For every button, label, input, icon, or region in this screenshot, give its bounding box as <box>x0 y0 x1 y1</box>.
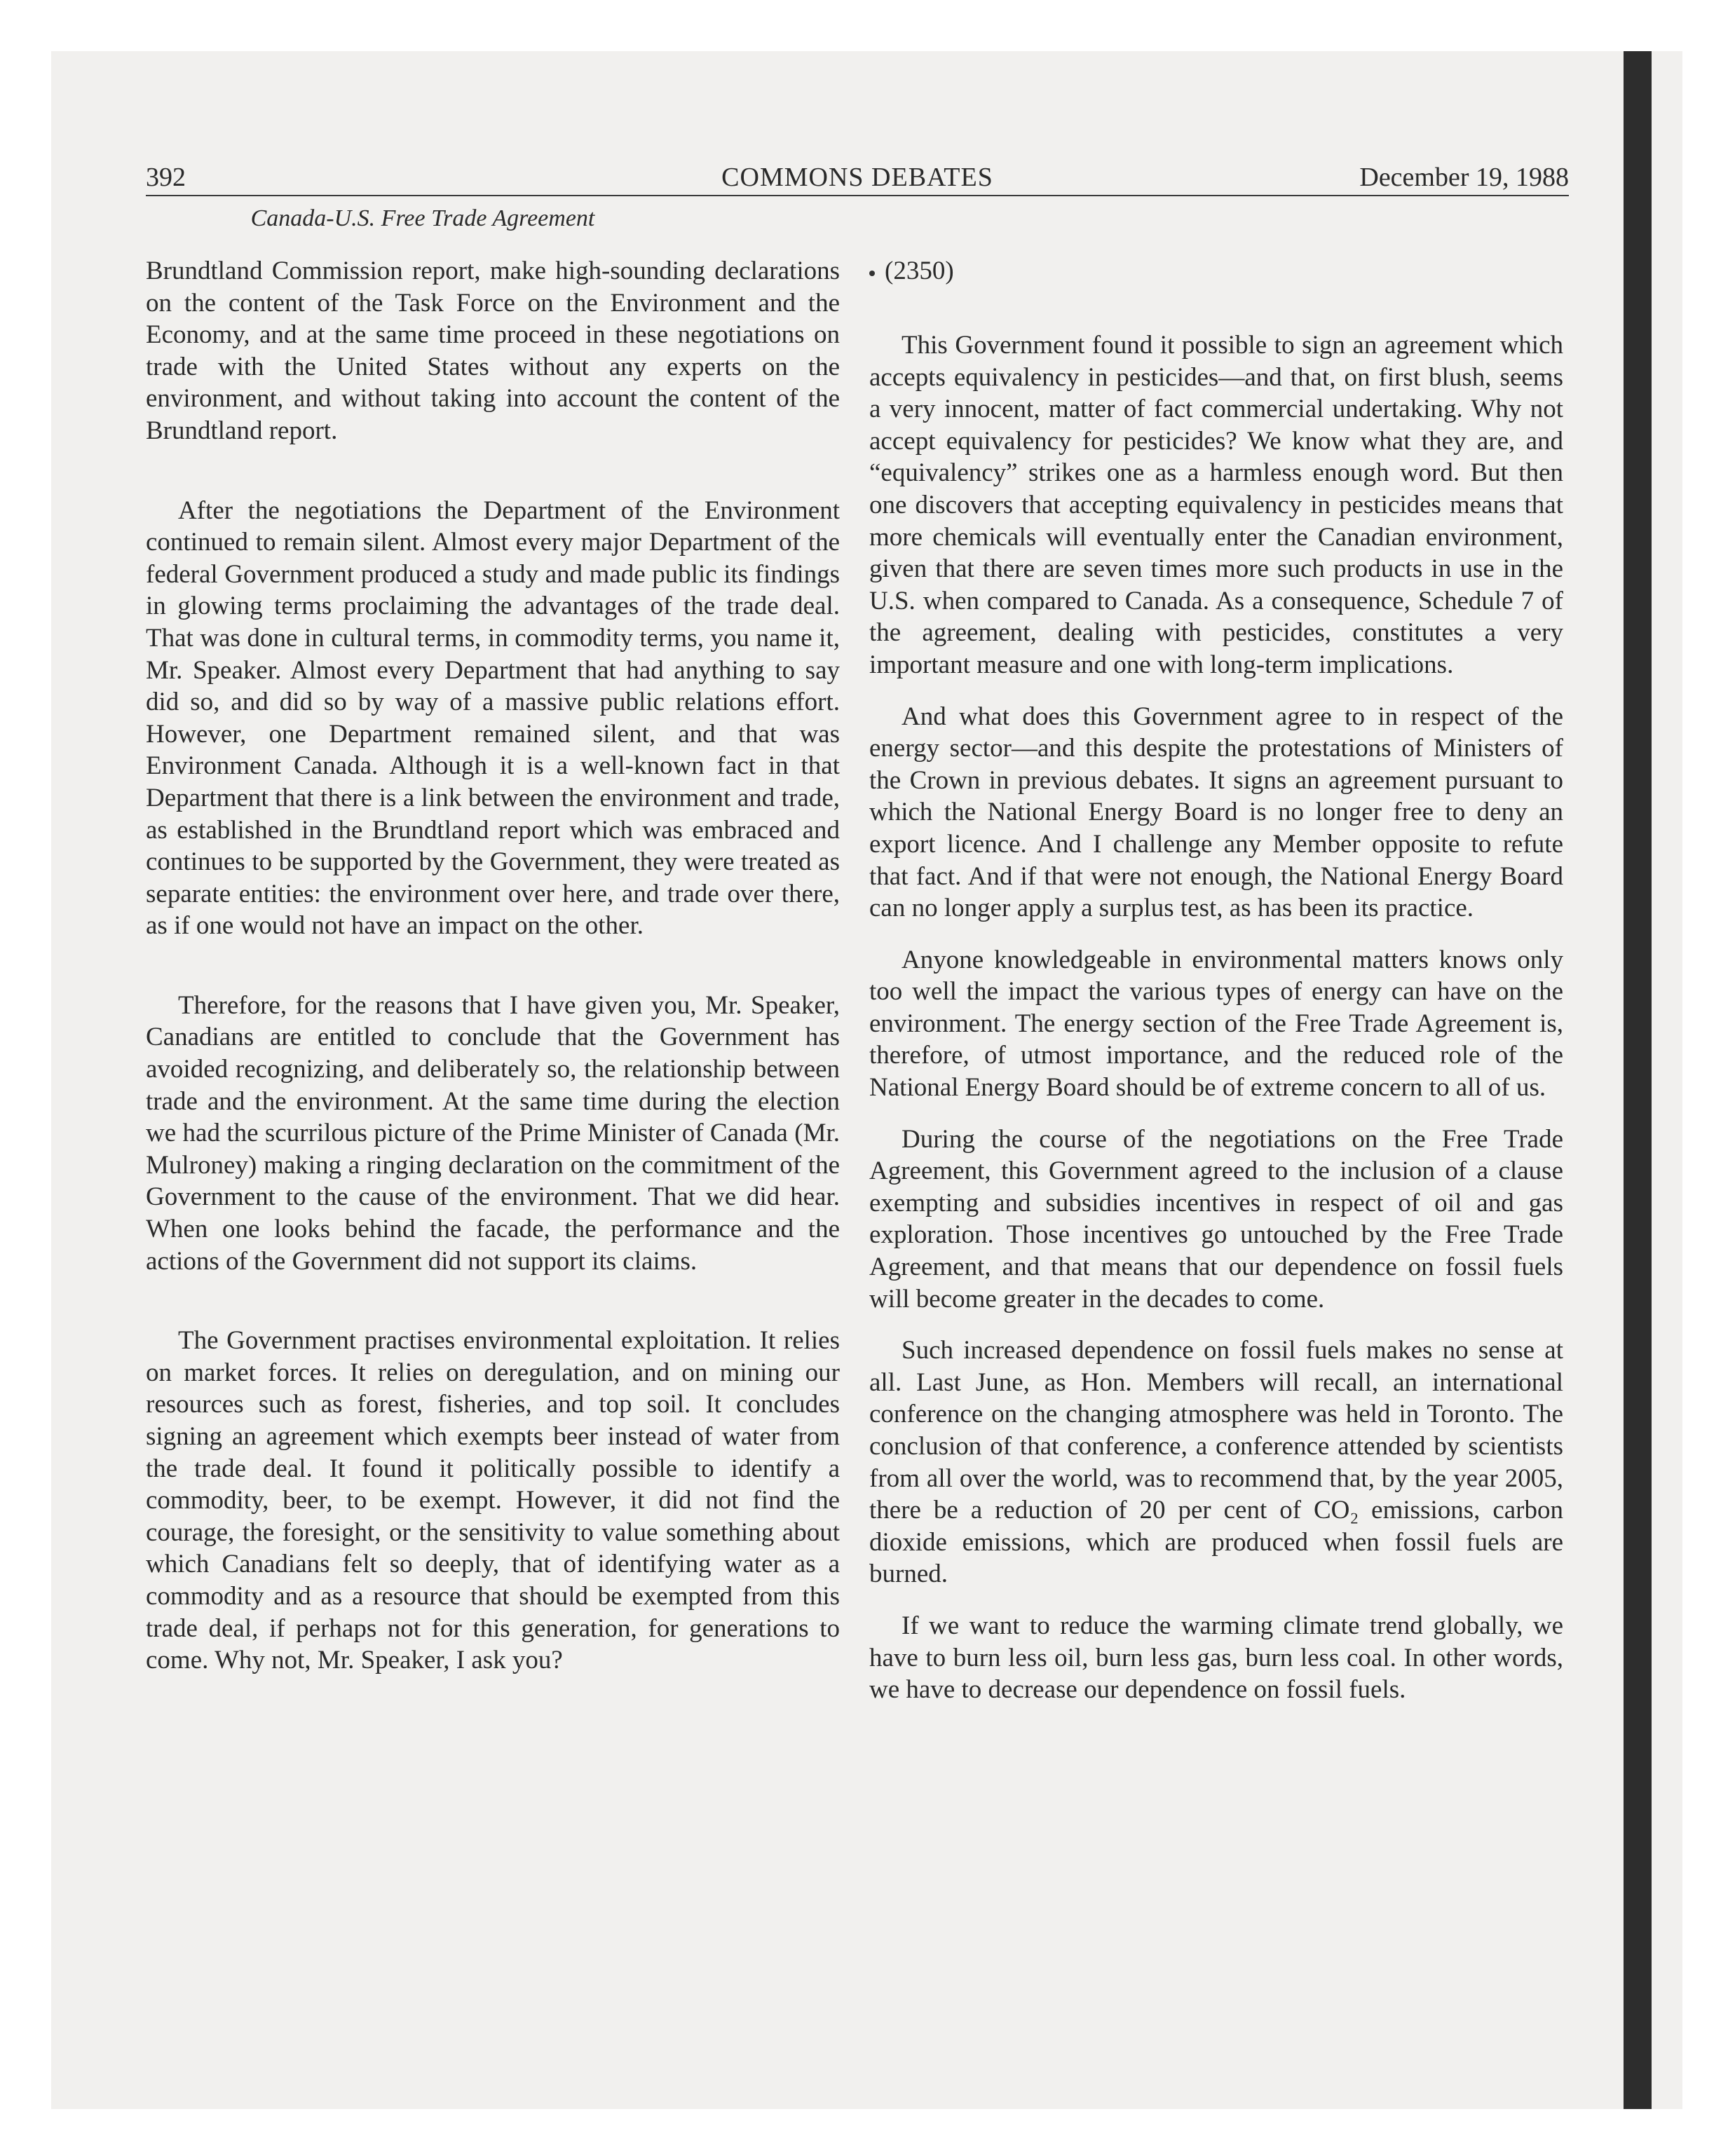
publication-title: COMMONS DEBATES <box>721 163 993 192</box>
right-paragraph-4: During the course of the negotiations on the Free Trade Agreement, this Government agreed to the inclusion of a clause exempting and subsidies incentives in respect of oil and gas exploration. Those incentives go untouched by the Free Trade Agreement, and that means that our dependence on fossil fuels will become greater in the decades to come. <box>869 1124 1563 1314</box>
left-paragraph-2: After the negotiations the Department of the Environment continued to remain silent. Almost every major Department of the federal Government produced a study and made public its findings in glowing terms proclaiming the advantages of the trade deal. That was done in cultural terms, in commodity terms, you name it, Mr. Speaker. Almost every Department that had anything to say did so, and did so by way of a massive public relations effort. However, one Department remained silent, and that was Environment Canada. Although it is a well-known fact in that Department that there is a link between the environment and trade, as established in the Brundtland report which was embraced and continues to be supported by the Government, they were treated as separate entities: the environment over here, and trade over there, as if one would not have an impact on the other. <box>146 496 840 941</box>
right-paragraph-2: And what does this Government agree to in respect of the energy sector—and this despite the protestations of Ministers of the Crown in previous debates. It signs an agreement pursuant to which the National Energy Board is no longer free to deny an export licence. And I challenge any Member opposite to refute that fact. And if that were not enough, the National Energy Board can no longer apply a surplus test, as has been its practice. <box>869 702 1563 923</box>
page-number: 392 <box>146 163 186 192</box>
left-paragraph-3: Therefore, for the reasons that I have given you, Mr. Speaker, Canadians are entitled to conclude that the Government has avoided recognizing, and deliberately so, the relationship between trade and the environment. At the same time during the election we had the scurrilous picture of the Prime Minister of Canada (Mr. Mulroney) making a ringing declaration on the commitment of the Government to the cause of the environment. That we did hear. When one looks behind the facade, the performance and the actions of the Government did not support its claims. <box>146 990 840 1276</box>
page-header <box>146 160 1569 196</box>
publication-date: December 19, 1988 <box>1359 163 1569 192</box>
left-paragraph-1: Brundtland Commission report, make high-sounding declarations on the content of the Task Force on the Environment and the Economy, and at the same time proceed in these negotiations on trade with the United States without any experts on the environment, and without taking into account the content of the Brundtland report. <box>146 257 840 445</box>
time-marker-text: (2350) <box>885 257 954 285</box>
scan-edge-shadow <box>1624 51 1652 2109</box>
right-column <box>869 255 1563 1706</box>
right-paragraph-5: Such increased dependence on fossil fuels makes no sense at all. Last June, as Hon. Members will recall, an international conference on the changing atmosphere was held in Toronto. The conclusion of that conference, a conference attended by scientists from all over the world, was to recommend that, by the year 2005, there be a reduction of 20 per cent of CO₂ emissions, carbon dioxide emissions, which are produced when fossil fuels are burned. <box>869 1336 1563 1589</box>
time-marker <box>869 255 1563 283</box>
right-paragraph-3: Anyone knowledgeable in environmental matters knows only too well the impact the various types of energy can have on the environment. The energy section of the Free Trade Agreement is, therefore, of utmost importance, and the reduced role of the National Energy Board should be of extreme concern to all of us. <box>869 945 1563 1103</box>
left-paragraph-4: The Government practises environmental exploitation. It relies on market forces. It relies on deregulation, and on mining our resources such as forest, fisheries, and top soil. It concludes signing an agreement which exempts beer instead of water from the trade deal. It found it politically possible to identify a commodity, beer, to be exempt. However, it did not find the courage, the foresight, or the sensitivity to value something about which Canadians felt so deeply, that of identifying water as a commodity and as a resource that should be exempted from this trade deal, if perhaps not for this generation, for generations to come. Why not, Mr. Speaker, I ask you? <box>146 1326 840 1675</box>
section-subtitle: Canada-U.S. Free Trade Agreement <box>250 205 595 231</box>
right-paragraph-6: If we want to reduce the warming climate trend globally, we have to burn less oil, burn less gas, burn less coal. In other words, we have to decrease our dependence on fossil fuels. <box>869 1611 1563 1705</box>
right-paragraph-1: This Government found it possible to sign an agreement which accepts equivalency in pesticides—and that, on first blush, seems a very innocent, matter of fact commercial undertaking. Why not accept equivalency for pesticides? We know what they are, and “equivalency” strikes one as a harmless enough word. But then one discovers that accepting equivalency in pesticides means that more chemicals will eventually enter the Canadian environment, given that there are seven times more such products in use in the U.S. when compared to Canada. As a consequence, Schedule 7 of the agreement, dealing with pesticides, constitutes a very important measure and one with long-term implications. <box>869 331 1563 679</box>
left-column <box>146 255 840 1677</box>
bullet-dot-icon <box>869 271 875 276</box>
